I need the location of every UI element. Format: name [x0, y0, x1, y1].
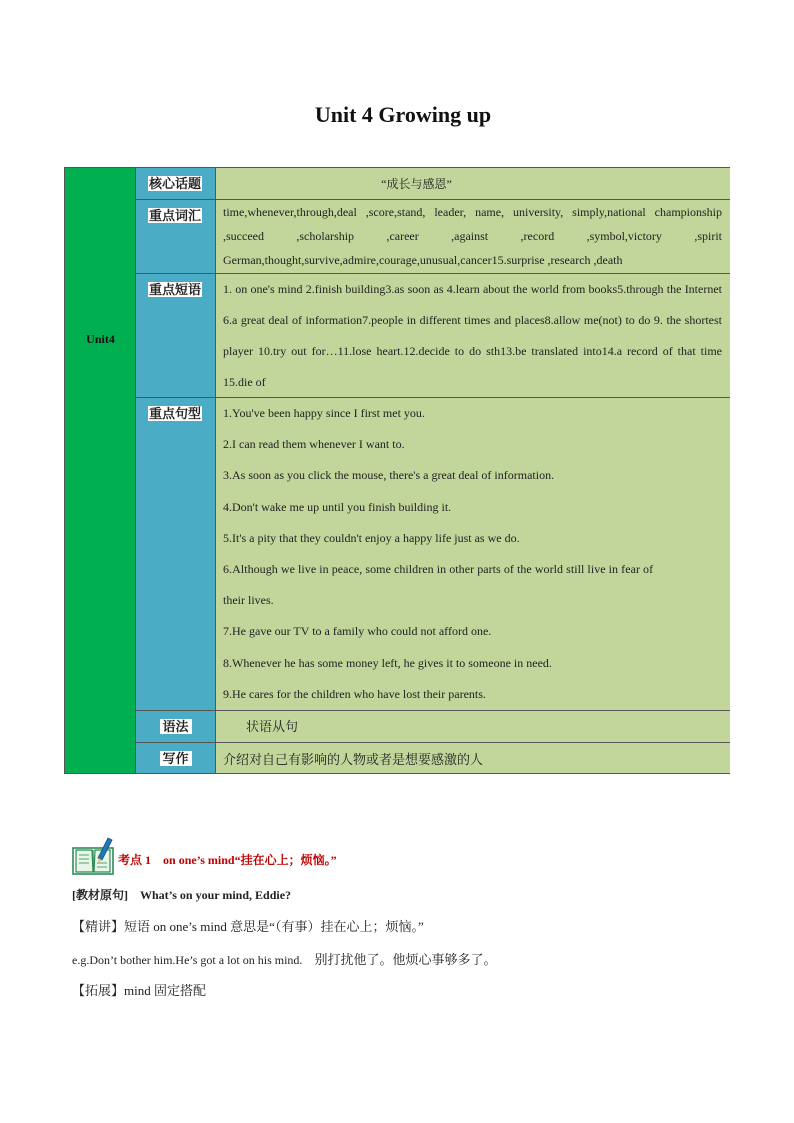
sentence-item: 7.He gave our TV to a family who could not afford one. — [223, 624, 492, 639]
row-value-topic: “成长与感恩” — [216, 168, 730, 199]
row-key-sentences: 重点句型 — [149, 406, 202, 421]
row-value-grammar: 状语从句 — [216, 711, 730, 742]
book-pencil-icon — [72, 836, 116, 876]
row-key-phrases: 重点短语 — [149, 282, 202, 297]
row-value-sentences — [216, 398, 730, 710]
row-key-cell — [136, 274, 216, 397]
source-sentence-line — [72, 886, 291, 903]
sentence-item: 4.Don't wake me up until you finish building it. — [223, 499, 452, 514]
sentence-item: 9.He cares for the children who have lost their parents. — [223, 686, 486, 701]
page-title: Unit 4 Growing up — [314, 102, 492, 127]
row-grammar — [136, 711, 730, 743]
expand-line — [72, 980, 206, 999]
expand-text: mind 固定搭配 — [124, 983, 206, 998]
unit-label: Unit4 — [86, 332, 115, 346]
row-writing — [136, 743, 730, 773]
source-text: What’s on your mind, Eddie? — [140, 888, 292, 902]
example-english: e.g.Don’t bother him.He’s got a lot on his mind. — [72, 953, 303, 967]
kaodian-heading — [72, 836, 472, 876]
example-chinese: 别打扰他了。他烦心事够多了。 — [314, 952, 497, 967]
row-value-vocab-cell — [216, 200, 730, 273]
sentence-item: 6.Although we live in peace, some children in other parts of the world still live in fear of — [223, 562, 654, 577]
kaodian-phrase: on one’s mind — [163, 853, 235, 867]
row-value-phrases: 1. on one's mind 2.finish building3.as soon as 4.learn about the world from books5.through the Internet 6.a great deal of information7.people in different times and places8.allow me(not) to do 9. the shortest player 10.try out for…11.lose heart.12.decide to do sth13.be translated into14.a record of that time 15.die of — [223, 282, 722, 389]
row-value-writing: 介绍对自己有影响的人物或者是想要感激的人 — [216, 743, 730, 773]
explain-text: 短语 on one’s mind 意思是“（有事）挂在心上；烦恼。” — [124, 919, 424, 934]
example-line — [72, 949, 496, 968]
kaodian-title — [118, 851, 337, 868]
row-key-topic: 核心话题 — [149, 176, 202, 191]
source-tag: [教材原句] — [72, 888, 128, 902]
row-phrases — [136, 274, 730, 398]
sentence-item: their lives. — [223, 593, 274, 608]
sentence-item: 1.You've been happy since I first met you. — [223, 406, 425, 420]
row-key-cell — [136, 200, 216, 273]
explain-line — [72, 916, 424, 935]
expand-tag: 【拓展】 — [72, 983, 125, 998]
kaodian-label: 考点 1 — [118, 853, 152, 867]
unit-summary-table — [64, 167, 730, 774]
sentence-item: 3.As soon as you click the mouse, there's a great deal of information. — [223, 468, 555, 483]
row-key-cell — [136, 168, 216, 199]
row-key-cell — [136, 398, 216, 710]
row-key-cell — [136, 743, 216, 773]
sentence-item: 2.I can read them whenever I want to. — [223, 437, 405, 452]
row-sentences — [136, 398, 730, 711]
row-key-grammar: 语法 — [160, 719, 192, 734]
row-key-vocab: 重点词汇 — [149, 208, 202, 223]
row-vocab — [136, 200, 730, 274]
row-value-phrases-cell — [216, 274, 730, 397]
sentence-item: 5.It's a pity that they couldn't enjoy a happy life just as we do. — [223, 530, 520, 545]
row-key-writing: 写作 — [160, 751, 192, 766]
sentence-item: 8.Whenever he has some money left, he gives it to someone in need. — [223, 655, 552, 670]
row-value-vocab: time,whenever,through,deal ,score,stand, leader, name, university, simply,national championship ,succeed ,scholarship ,career ,against ,record ,symbol,victory ,spirit German,thought,survive,admire,courage,unusual,cancer15.surprise ,research ,death — [223, 205, 722, 267]
row-topic — [136, 168, 730, 200]
explain-tag: 【精讲】 — [72, 919, 125, 934]
unit-column — [65, 168, 136, 773]
kaodian-meaning: “挂在心上；烦恼。” — [234, 853, 337, 867]
row-key-cell — [136, 711, 216, 742]
